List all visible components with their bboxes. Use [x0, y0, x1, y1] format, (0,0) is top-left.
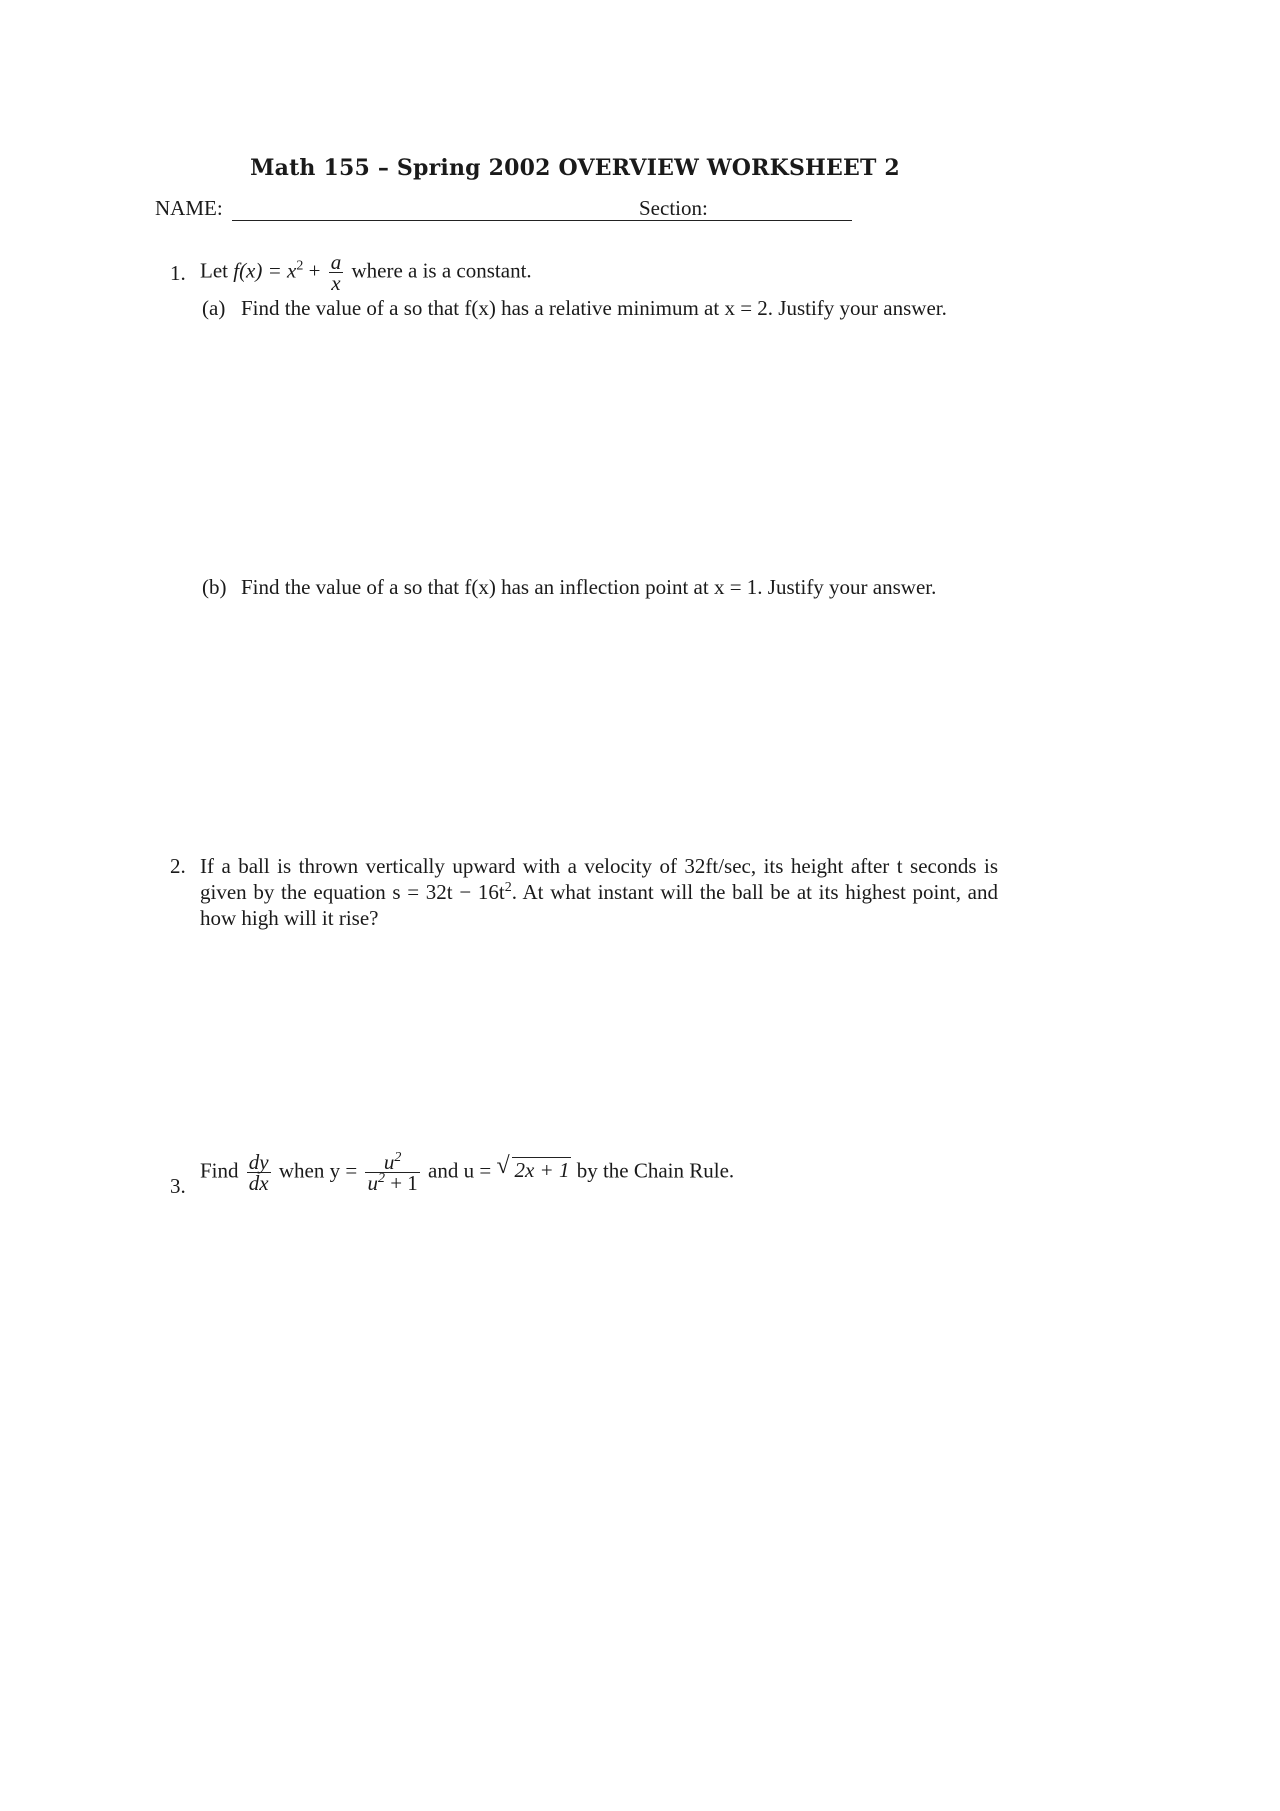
problem-3-text: [200, 1152, 1000, 1193]
name-label: NAME:: [155, 196, 223, 220]
num-base: u: [383, 1150, 395, 1174]
problem-2-text: [200, 853, 998, 931]
radical-icon: √: [496, 1153, 510, 1180]
problem-2-text-part2: . At what instant will the ball be at its highest point, and how high will it rise?: [200, 880, 998, 930]
den-base: u: [367, 1171, 378, 1195]
fraction-numerator: a: [330, 250, 342, 274]
fraction-u-squared: [365, 1152, 419, 1193]
fraction-a-over-x: [329, 252, 344, 293]
fraction-denominator: x: [331, 271, 341, 295]
part-text: Find the value of a so that f(x) has an inflection point at x = 1. Justify your answer.: [241, 575, 937, 599]
part-label: (a): [202, 296, 226, 320]
num-exp: 2: [394, 1150, 402, 1165]
when-clause: when y =: [278, 1158, 358, 1183]
fraction-denominator: [365, 1173, 419, 1193]
problem-1-intro: [200, 252, 1000, 293]
derivative-dy-dx: [247, 1152, 271, 1193]
section-label: Section:: [639, 196, 708, 220]
find-word: Find: [200, 1158, 239, 1183]
part-label: (b): [202, 575, 227, 599]
plus-sign: +: [308, 258, 321, 283]
square-root: [496, 1153, 571, 1183]
problem-2-exponent: 2: [504, 880, 512, 895]
derivative-numerator: dy: [248, 1150, 269, 1174]
problem-3-suffix: by the Chain Rule.: [576, 1158, 735, 1183]
name-section-row: [155, 196, 875, 226]
function-lhs: f(x) = x: [233, 258, 297, 283]
function-exponent: 2: [296, 258, 304, 274]
page-title: Math 155 – Spring 2002 OVERVIEW WORKSHEET 2: [250, 155, 900, 181]
fraction-numerator: [365, 1152, 419, 1173]
intro-suffix: where a is a constant.: [351, 258, 532, 283]
problem-number: 2.: [170, 854, 186, 878]
section-field-line[interactable]: [722, 220, 852, 221]
problem-number: 3.: [170, 1174, 186, 1198]
den-rest: + 1: [384, 1171, 418, 1195]
intro-prefix: Let: [200, 258, 228, 283]
den-exp: 2: [377, 1171, 385, 1186]
sqrt-content: 2x + 1: [514, 1158, 570, 1183]
problem-number: 1.: [170, 261, 186, 285]
part-text: Find the value of a so that f(x) has a relative minimum at x = 2. Justify your answer.: [241, 296, 947, 320]
and-clause: and u =: [428, 1158, 492, 1183]
derivative-denominator: dx: [248, 1171, 269, 1195]
problem-2-text-part1: If a ball is thrown vertically upward with a velocity of 32ft/sec, its height after t seconds is given by the equation s = 32t − 16t: [200, 854, 998, 904]
